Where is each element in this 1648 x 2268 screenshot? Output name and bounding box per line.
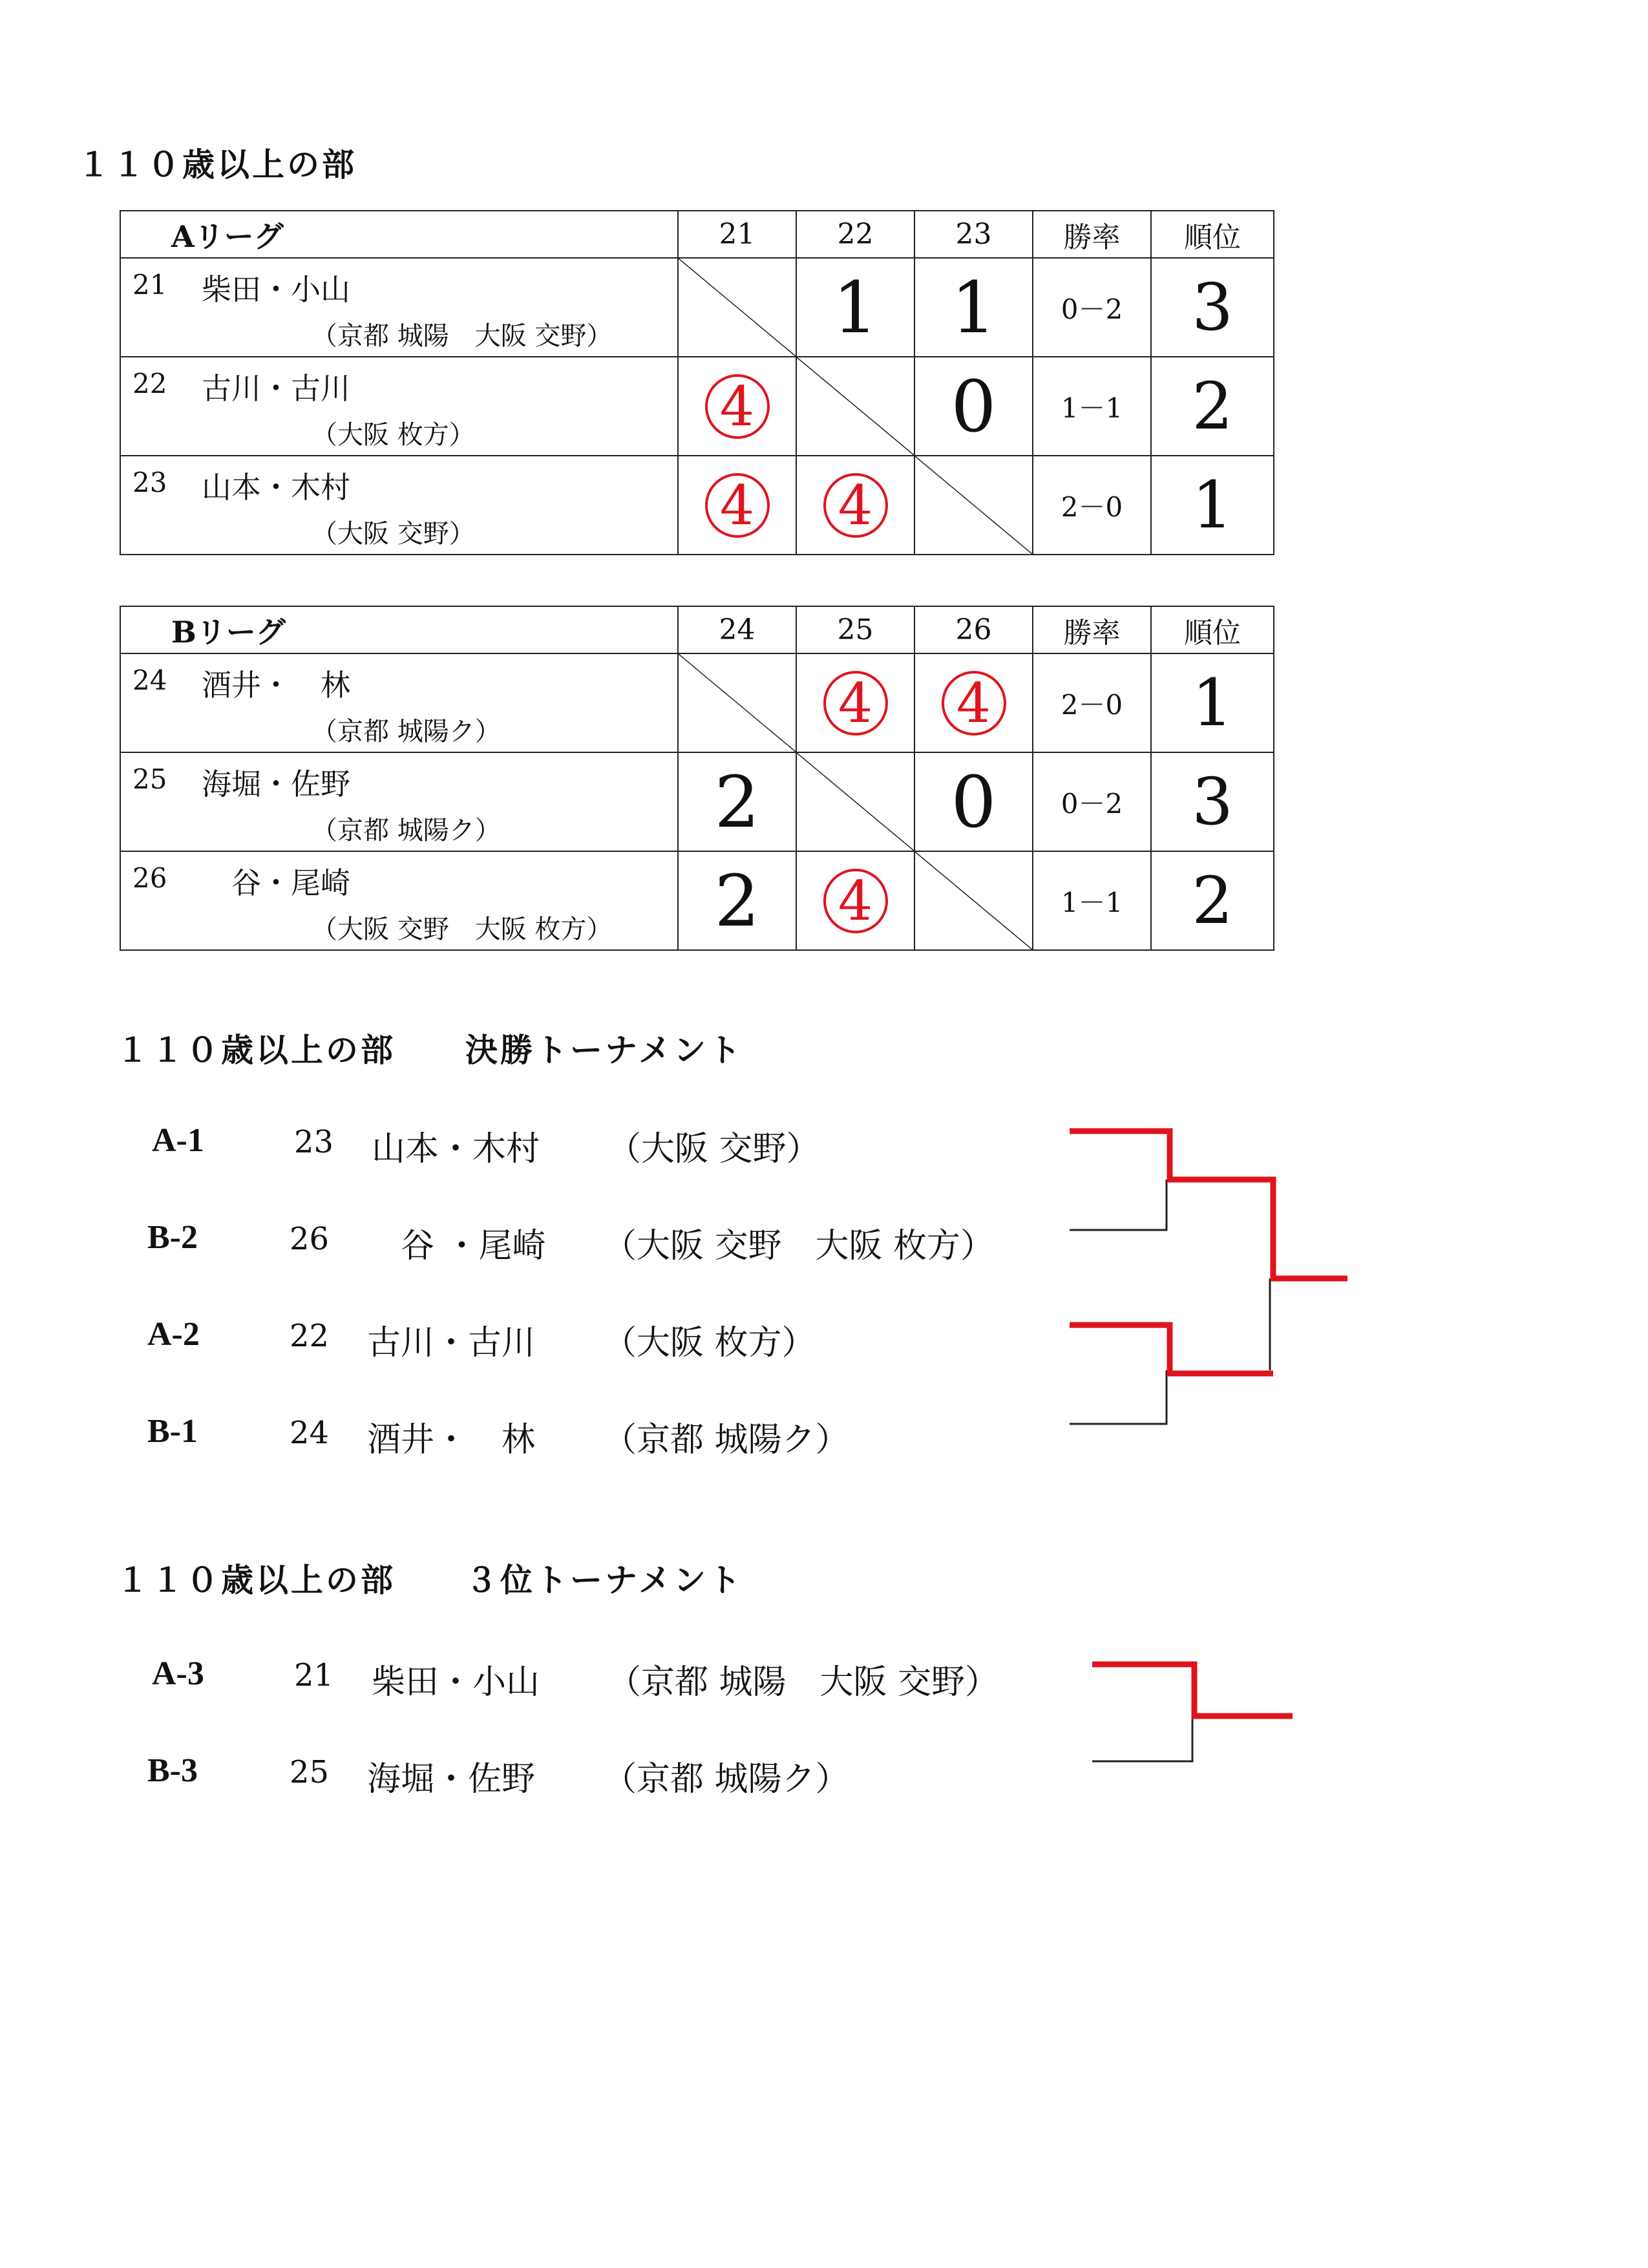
col-header: 23 bbox=[914, 211, 1033, 258]
win-rate: 2－0 bbox=[1033, 653, 1151, 752]
score-cell: 2 bbox=[678, 851, 796, 950]
rank: 1 bbox=[1151, 456, 1274, 555]
bracket-entry bbox=[147, 1412, 849, 1464]
final-tournament-title: １１０歳以上の部 決勝トーナメント bbox=[116, 1031, 743, 1069]
entry-number: 25 bbox=[290, 1754, 330, 1790]
diagonal-cell bbox=[914, 851, 1033, 950]
player-club: （京都 城陽 大阪 交野） bbox=[312, 321, 613, 351]
seed-label: A-2 bbox=[147, 1316, 200, 1353]
league-header-row bbox=[120, 606, 1274, 653]
entry-club: （大阪 枚方） bbox=[603, 1324, 816, 1362]
player-names: 古川・古川 bbox=[202, 371, 350, 406]
score-cell-win bbox=[796, 653, 914, 752]
seed-label: A-3 bbox=[152, 1655, 204, 1692]
score-cell-win bbox=[796, 456, 914, 555]
bracket-entry bbox=[147, 1752, 849, 1803]
score-cell: 2 bbox=[678, 752, 796, 851]
entry-club: （大阪 交野） bbox=[607, 1130, 820, 1169]
table-row bbox=[120, 357, 1274, 456]
page-title: １１０歳以上の部 bbox=[78, 145, 357, 184]
player-club: （京都 城陽ク） bbox=[312, 717, 501, 747]
entry-names: 柴田・小山 bbox=[372, 1663, 540, 1702]
bracket-entry bbox=[152, 1655, 999, 1706]
player-number: 21 bbox=[132, 269, 167, 301]
player-names: 海堀・佐野 bbox=[202, 767, 350, 801]
diagonal-cell bbox=[796, 357, 914, 456]
win-rate: 1－1 bbox=[1033, 357, 1151, 456]
rank: 2 bbox=[1151, 851, 1274, 950]
entry-number: 22 bbox=[290, 1318, 330, 1354]
score-cell-win bbox=[678, 456, 796, 555]
entry-names: 谷 ・尾崎 bbox=[367, 1227, 546, 1266]
player-cell bbox=[120, 357, 678, 456]
seed-label: A-1 bbox=[152, 1122, 204, 1159]
entry-number: 26 bbox=[290, 1221, 330, 1257]
rank: 1 bbox=[1151, 653, 1274, 752]
entry-names: 酒井・ 林 bbox=[367, 1421, 536, 1459]
col-header: 22 bbox=[796, 211, 914, 258]
entry-club: （大阪 交野 大阪 枚方） bbox=[603, 1227, 995, 1266]
rank: 2 bbox=[1151, 357, 1274, 456]
entry-club: （京都 城陽ク） bbox=[603, 1760, 849, 1799]
player-names: 柴田・小山 bbox=[202, 272, 350, 307]
col-header: 24 bbox=[678, 606, 796, 653]
table-row bbox=[120, 456, 1274, 555]
entry-number: 24 bbox=[290, 1415, 330, 1451]
seed-label: B-2 bbox=[147, 1219, 198, 1256]
col-header-rate: 勝率 bbox=[1033, 211, 1151, 258]
score-cell-win bbox=[678, 357, 796, 456]
player-club: （大阪 枚方） bbox=[312, 420, 475, 450]
winner-circle: 4 bbox=[823, 671, 888, 736]
score-cell: 1 bbox=[914, 258, 1033, 357]
bracket-entry bbox=[147, 1218, 995, 1270]
col-header: 21 bbox=[678, 211, 796, 258]
league-name: Aリーグ bbox=[120, 211, 678, 258]
entry-club: （京都 城陽ク） bbox=[603, 1421, 849, 1459]
player-names: 酒井・ 林 bbox=[202, 668, 350, 703]
winner-circle: 4 bbox=[705, 374, 770, 439]
entry-names: 古川・古川 bbox=[367, 1324, 536, 1362]
score-cell: 1 bbox=[796, 258, 914, 357]
league-table-b bbox=[120, 606, 1274, 951]
player-number: 25 bbox=[132, 763, 167, 795]
player-names: 山本・木村 bbox=[202, 470, 350, 505]
final-bracket-lines bbox=[1060, 1118, 1351, 1441]
diagonal-cell bbox=[796, 752, 914, 851]
diagonal-cell bbox=[914, 456, 1033, 555]
player-cell bbox=[120, 258, 678, 357]
bracket-entry bbox=[147, 1315, 816, 1367]
winner-circle: 4 bbox=[705, 473, 770, 538]
rank: 3 bbox=[1151, 752, 1274, 851]
col-header: 26 bbox=[914, 606, 1033, 653]
win-rate: 1－1 bbox=[1033, 851, 1151, 950]
player-cell bbox=[120, 851, 678, 950]
entry-names: 海堀・佐野 bbox=[367, 1760, 536, 1799]
third-place-bracket-lines bbox=[1086, 1651, 1299, 1768]
diagonal-cell bbox=[678, 258, 796, 357]
player-club: （大阪 交野 大阪 枚方） bbox=[312, 915, 613, 944]
player-number: 23 bbox=[132, 467, 167, 498]
league-name: Bリーグ bbox=[120, 606, 678, 653]
table-row bbox=[120, 258, 1274, 357]
rank: 3 bbox=[1151, 258, 1274, 357]
table-row bbox=[120, 752, 1274, 851]
entry-names: 山本・木村 bbox=[372, 1130, 540, 1169]
player-number: 24 bbox=[132, 664, 167, 696]
diagonal-cell bbox=[678, 653, 796, 752]
winner-circle: 4 bbox=[823, 869, 888, 933]
league-table-a bbox=[120, 210, 1274, 555]
col-header: 25 bbox=[796, 606, 914, 653]
player-cell bbox=[120, 653, 678, 752]
col-header-rank: 順位 bbox=[1151, 606, 1274, 653]
league-header-row bbox=[120, 211, 1274, 258]
score-cell-win bbox=[914, 653, 1033, 752]
player-club: （大阪 交野） bbox=[312, 519, 475, 549]
table-row bbox=[120, 653, 1274, 752]
col-header-rate: 勝率 bbox=[1033, 606, 1151, 653]
winner-circle: 4 bbox=[823, 473, 888, 538]
score-cell: 0 bbox=[914, 357, 1033, 456]
win-rate: 2－0 bbox=[1033, 456, 1151, 555]
bracket-entry bbox=[152, 1121, 820, 1173]
table-row bbox=[120, 851, 1274, 950]
entry-club: （京都 城陽 大阪 交野） bbox=[607, 1663, 999, 1702]
player-club: （京都 城陽ク） bbox=[312, 816, 501, 845]
player-cell bbox=[120, 456, 678, 555]
score-cell-win bbox=[796, 851, 914, 950]
win-rate: 0－2 bbox=[1033, 752, 1151, 851]
seed-label: B-3 bbox=[147, 1752, 198, 1789]
player-number: 22 bbox=[132, 368, 167, 399]
player-names: 谷・尾崎 bbox=[202, 865, 350, 900]
player-cell bbox=[120, 752, 678, 851]
win-rate: 0－2 bbox=[1033, 258, 1151, 357]
col-header-rank: 順位 bbox=[1151, 211, 1274, 258]
player-number: 26 bbox=[132, 862, 167, 894]
entry-number: 23 bbox=[294, 1124, 334, 1160]
third-place-tournament-title: １１０歳以上の部 ３位トーナメント bbox=[116, 1561, 743, 1599]
winner-circle: 4 bbox=[942, 671, 1006, 736]
entry-number: 21 bbox=[294, 1657, 334, 1693]
seed-label: B-1 bbox=[147, 1413, 198, 1450]
score-cell: 0 bbox=[914, 752, 1033, 851]
